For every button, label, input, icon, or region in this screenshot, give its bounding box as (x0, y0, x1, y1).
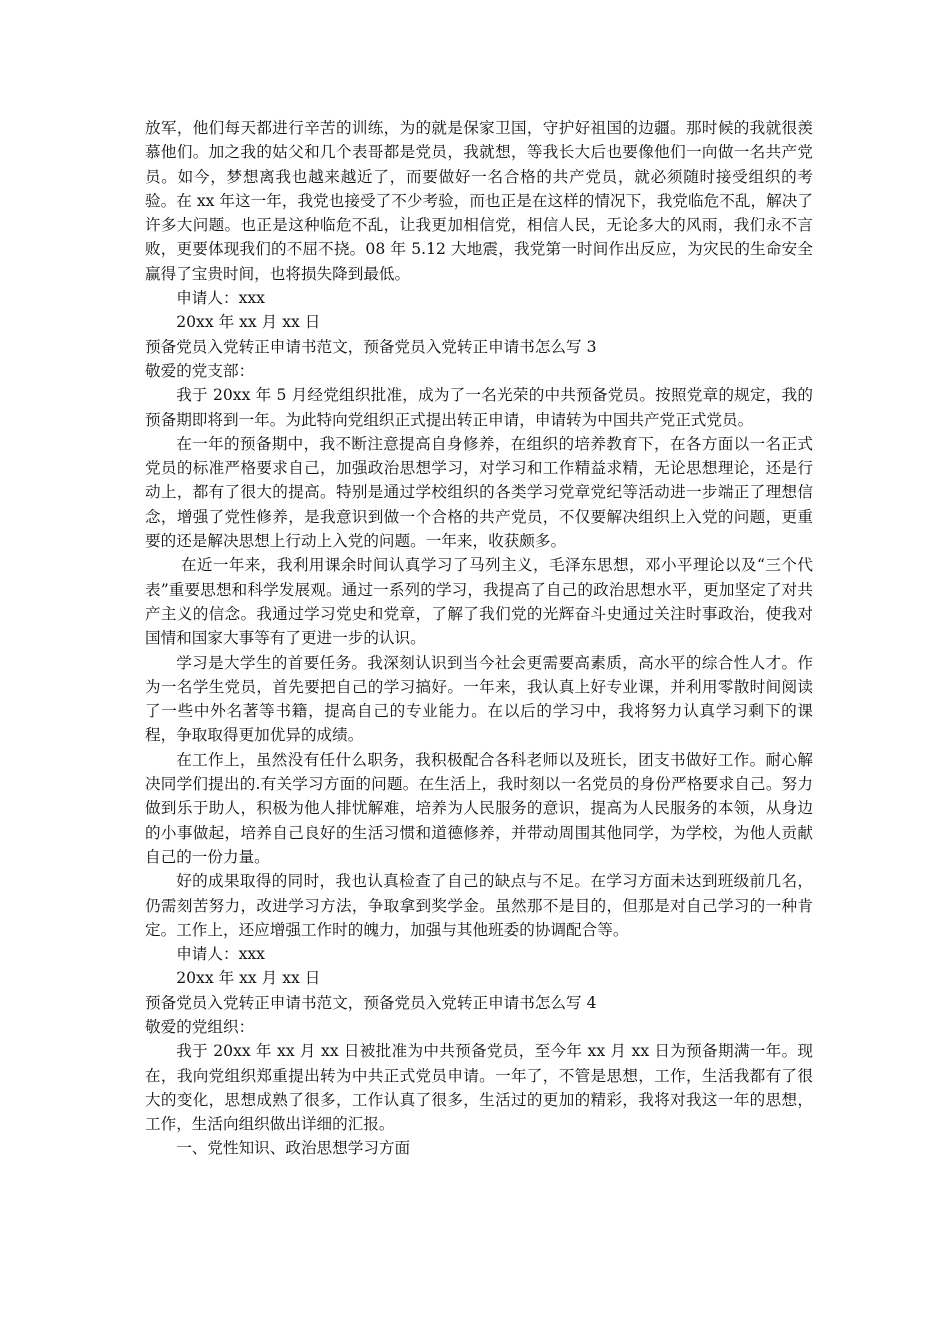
body-paragraph: 在近一年来，我利用课余时间认真学习了马列主义，毛泽东思想，邓小平理论以及“三个代表”重要思想和科学发展观。通过一系列的学习，我提高了自己的政治思想水平，更加坚定了对共产主义的信念。我通过学习党史和党章，了解了我们党的光辉奋斗史通过关注时事政治，使我对国情和国家大事等有了更进一步的认识。 (145, 556, 813, 648)
signature-date: 20xx 年 xx 月 xx 日 (176, 313, 321, 332)
applicant-signature: 申请人：xxx (176, 945, 265, 964)
subsection-heading: 一、党性知识、政治思想学习方面 (176, 1139, 411, 1158)
salutation: 敬爱的党支部： (145, 361, 255, 380)
document-body (145, 116, 813, 1161)
body-paragraph: 在一年的预备期中，我不断注意提高自身修养，在组织的培养教育下，在各方面以一名正式党员的标准严格要求自己，加强政治思想学习，对学习和工作精益求精，无论思想理论，还是行动上，都有了很大的提高。特别是通过学校组织的各类学习党章党纪等活动进一步端正了理想信念，增强了党性修养，是我意识到做一个合格的共产党员，不仅要解决组织上入党的问题，更重要的还是解决思想上行动上入党的问题。一年来，收获颇多。 (145, 434, 813, 551)
applicant-signature: 申请人：xxx (176, 289, 265, 308)
salutation: 敬爱的党组织： (145, 1017, 255, 1036)
body-paragraph: 我于 20xx 年 5 月经党组织批准，成为了一名光荣的中共预备党员。按照党章的规定，我的预备期即将到一年。为此特向党组织正式提出转正申请，申请转为中国共产党正式党员。 (145, 386, 813, 429)
body-paragraph: 在工作上，虽然没有任什么职务，我积极配合各科老师以及班长，团支书做好工作。耐心解决同学们提出的.有关学习方面的问题。在生活上，我时刻以一名党员的身份严格要求自己。努力做到乐于助人，积极为他人排忧解难，培养为人民服务的意识，提高为人民服务的本领，从身边的小事做起，培养自己良好的生活习惯和道德修养，并带动周围其他同学，为学校，为他人贡献自己的一份力量。 (145, 750, 813, 866)
body-paragraph: 学习是大学生的首要任务。我深刻认识到当今社会更需要高素质，高水平的综合性人才。作为一名学生党员，首先要把自己的学习搞好。一年来，我认真上好专业课，并利用零散时间阅读了一些中外名著等书籍，提高自己的专业能力。在以后的学习中，我将努力认真学习剩下的课程，争取取得更加优异的成绩。 (145, 653, 813, 745)
body-paragraph: 我于 20xx 年 xx 月 xx 日被批准为中共预备党员，至今年 xx 月 xx 日为预备期满一年。现在，我向党组织郑重提出转为中共正式党员申请。一年了，不管是思想，工作，生活我都有了很大的变化，思想成熟了很多，工作认真了很多，生活过的更加的精彩，我将对我这一年的思想，工作，生活向组织做出详细的汇报。 (145, 1042, 813, 1134)
section-heading: 预备党员入党转正申请书范文，预备党员入党转正申请书怎么写 3 (145, 337, 597, 356)
paragraph-continuation: 放军，他们每天都进行辛苦的训练，为的就是保家卫国，守护好祖国的边疆。那时候的我就很羡慕他们。加之我的姑父和几个表哥都是党员，我就想，等我长大后也要像他们一向做一名共产党员。如今，梦想离我也越来越近了，而要做好一名合格的共产党员，就必须随时接受组织的考验。在 xx 年这一年，我党也接受了不少考验，而也正是在这样的情况下，我党临危不乱，解决了许多大问题。也正是这种临危不乱，让我更加相信党，相信人民，无论多大的风雨，我们永不言败，更要体现我们的不屈不挠。08 年 5.12 大地震，我党第一时间作出反应，为灾民的生命安全赢得了宝贵时间，也将损失降到最低。 (145, 119, 813, 283)
signature-date: 20xx 年 xx 月 xx 日 (176, 969, 321, 988)
section-heading: 预备党员入党转正申请书范文，预备党员入党转正申请书怎么写 4 (145, 993, 597, 1012)
body-paragraph: 好的成果取得的同时，我也认真检查了自己的缺点与不足。在学习方面未达到班级前几名，仍需刻苦努力，改进学习方法，争取拿到奖学金。虽然那不是目的，但那是对自己学习的一种肯定。工作上，还应增强工作时的魄力，加强与其他班委的协调配合等。 (145, 872, 813, 939)
